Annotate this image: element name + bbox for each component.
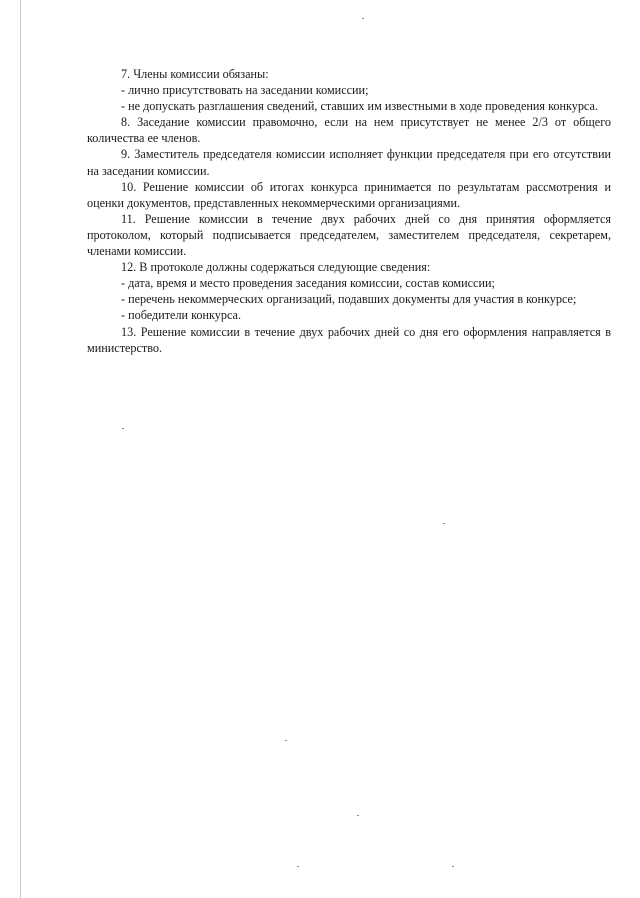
scan-speck [297, 866, 299, 867]
scan-speck [443, 523, 445, 524]
clause-12-item-winners: - победители конкурса. [121, 308, 241, 323]
clause-13: 13. Решение комиссии в течение двух рабочих дней со дня его оформления направляется в министерство. [87, 324, 611, 355]
clause-7-item-confidentiality: - не допускать разглашения сведений, ставших им известными в ходе проведения конкурса. [121, 99, 598, 114]
scan-speck [285, 740, 287, 741]
scan-speck [357, 815, 359, 816]
scan-speck [362, 18, 364, 19]
clause-12-heading: 12. В протоколе должны содержаться следующие сведения: [121, 260, 431, 275]
clause-8: 8. Заседание комиссии правомочно, если на нем присутствует не менее 2/3 от общего количества ее членов. [87, 115, 611, 146]
clause-12-item-date: - дата, время и место проведения заседания комиссии, состав комиссии; [121, 276, 495, 291]
clause-7-item-attend: - лично присутствовать на заседании комиссии; [121, 83, 369, 98]
clause-11: 11. Решение комиссии в течение двух рабочих дней со дня принятия оформляется протоколом, который подписывается председателем, заместителем председателя, секретарем, членами комиссии. [87, 211, 611, 259]
clause-9: 9. Заместитель председателя комиссии исполняет функции председателя при его отсутствии на заседании комиссии. [87, 147, 611, 178]
clause-12-item-organizations: - перечень некоммерческих организаций, подавших документы для участия в конкурсе; [121, 292, 577, 307]
clause-10: 10. Решение комиссии об итогах конкурса принимается по результатам рассмотрения и оценки документов, представленных некоммерческими организациями. [87, 179, 611, 210]
clause-7-heading: 7. Члены комиссии обязаны: [121, 67, 269, 81]
scan-left-edge [20, 0, 21, 898]
scan-speck [452, 866, 454, 867]
scan-speck [122, 428, 124, 429]
document-body [87, 66, 611, 356]
